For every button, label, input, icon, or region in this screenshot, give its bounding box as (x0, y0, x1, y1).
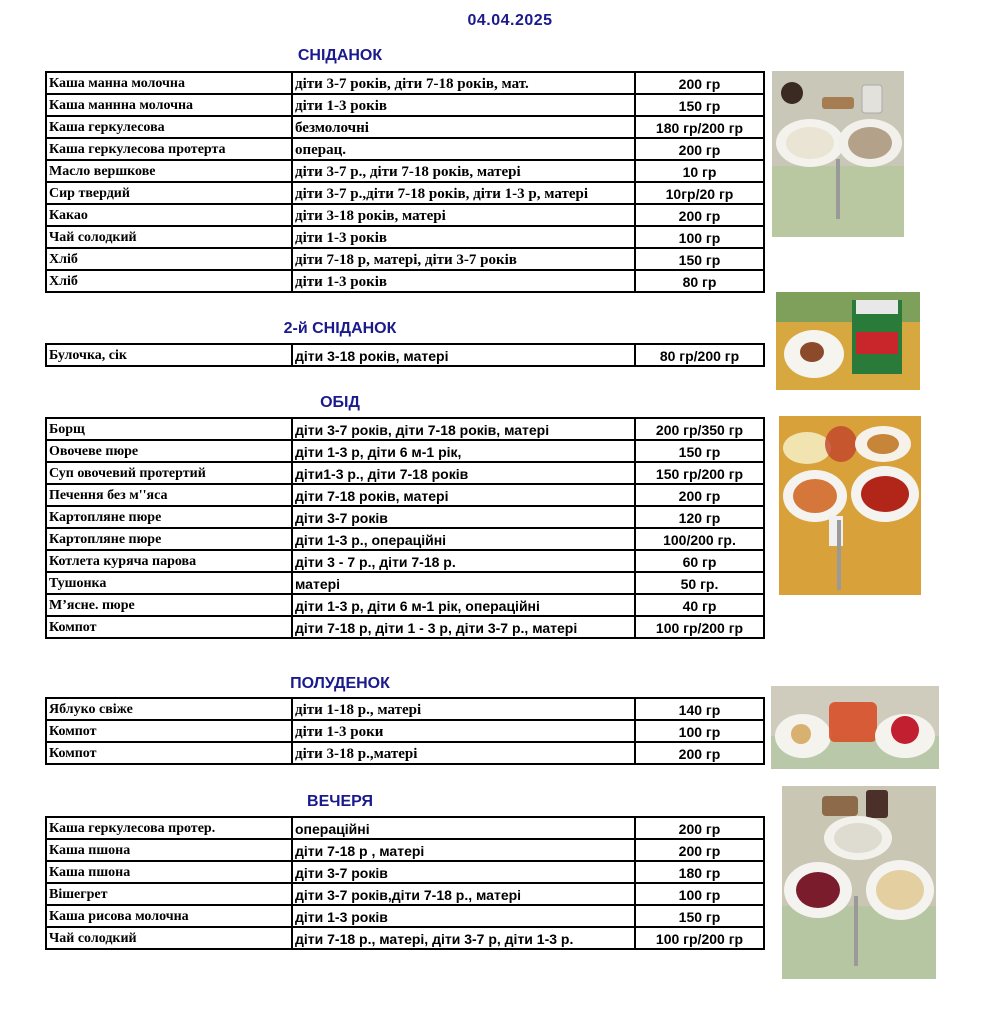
afternoon-snack-photo (771, 686, 939, 769)
recipient-cell: діти 3-7 років (292, 861, 635, 883)
table-row (46, 204, 764, 226)
recipient-cell: діти 1-3 р, діти 6 м-1 рік, операційні (292, 594, 635, 616)
portion-cell: 150 гр (635, 248, 764, 270)
portion-cell: 150 гр (635, 94, 764, 116)
recipient-cell: діти 3-7 років (292, 506, 635, 528)
dish-name-cell: Картопляне пюре (46, 506, 292, 528)
dish-name-cell: Какао (46, 204, 292, 226)
portion-cell: 100 гр/200 гр (635, 616, 764, 638)
recipient-cell: діти 3 - 7 р., діти 7-18 р. (292, 550, 635, 572)
portion-cell: 150 гр/200 гр (635, 462, 764, 484)
table-row (46, 616, 764, 638)
portion-cell: 200 гр (635, 72, 764, 94)
portion-cell: 120 гр (635, 506, 764, 528)
dish-name-cell: Каша геркулесова (46, 116, 292, 138)
table-row (46, 927, 764, 949)
section-title: 2-й СНІДАНОК (283, 320, 397, 337)
recipient-cell: матері (292, 572, 635, 594)
recipient-cell: діти 3-7 р.,діти 7-18 років, діти 1-3 р, матері (292, 182, 635, 204)
second-breakfast-photo (776, 292, 920, 390)
table-row (46, 698, 764, 720)
dish-name-cell: Тушонка (46, 572, 292, 594)
dish-name-cell: Компот (46, 616, 292, 638)
table-row (46, 528, 764, 550)
dish-name-cell: Каша пшона (46, 861, 292, 883)
dish-name-cell: Компот (46, 720, 292, 742)
portion-cell: 200 гр/350 гр (635, 418, 764, 440)
table-row (46, 248, 764, 270)
recipient-cell: діти 1-3 роки (292, 720, 635, 742)
table-row (46, 138, 764, 160)
recipient-cell: діти 1-3 років (292, 270, 635, 292)
dish-name-cell: Каша геркулесова протерта (46, 138, 292, 160)
dish-name-cell: Борщ (46, 418, 292, 440)
recipient-cell: діти 3-18 років, матері (292, 344, 635, 366)
portion-cell: 100 гр (635, 720, 764, 742)
recipient-cell: діти 7-18 р, матері, діти 3-7 років (292, 248, 635, 270)
dish-name-cell: Каша рисова молочна (46, 905, 292, 927)
table-row (46, 440, 764, 462)
table-row (46, 594, 764, 616)
dish-name-cell: Булочка, сік (46, 344, 292, 366)
portion-cell: 200 гр (635, 204, 764, 226)
menu-table (45, 816, 765, 950)
portion-cell: 100 гр (635, 883, 764, 905)
portion-cell: 80 гр (635, 270, 764, 292)
table-row (46, 116, 764, 138)
breakfast-photo (772, 71, 904, 237)
recipient-cell: діти 1-3 років (292, 226, 635, 248)
dish-name-cell: Каша маннна молочна (46, 94, 292, 116)
dish-name-cell: Масло вершкове (46, 160, 292, 182)
portion-cell: 40 гр (635, 594, 764, 616)
dish-name-cell: Овочеве пюре (46, 440, 292, 462)
table-row (46, 506, 764, 528)
menu-table (45, 343, 765, 367)
recipient-cell: діти 1-3 років (292, 905, 635, 927)
table-row (46, 418, 764, 440)
recipient-cell: діти 7-18 років, матері (292, 484, 635, 506)
portion-cell: 100/200 гр. (635, 528, 764, 550)
dish-name-cell: Компот (46, 742, 292, 764)
section-title: ОБІД (320, 394, 360, 411)
table-row (46, 94, 764, 116)
table-row (46, 160, 764, 182)
recipient-cell: діти 3-7 р., діти 7-18 років, матері (292, 160, 635, 182)
recipient-cell: діти 1-3 р., операційні (292, 528, 635, 550)
table-row (46, 905, 764, 927)
table-row (46, 72, 764, 94)
portion-cell: 150 гр (635, 440, 764, 462)
portion-cell: 200 гр (635, 484, 764, 506)
table-row (46, 572, 764, 594)
portion-cell: 200 гр (635, 817, 764, 839)
portion-cell: 140 гр (635, 698, 764, 720)
dish-name-cell: Яблуко свіже (46, 698, 292, 720)
portion-cell: 10гр/20 гр (635, 182, 764, 204)
recipient-cell: безмолочні (292, 116, 635, 138)
table-row (46, 270, 764, 292)
table-row (46, 550, 764, 572)
portion-cell: 60 гр (635, 550, 764, 572)
dinner-photo (782, 786, 936, 979)
dish-name-cell: Котлета куряча парова (46, 550, 292, 572)
table-row (46, 883, 764, 905)
table-row (46, 484, 764, 506)
table-row (46, 344, 764, 366)
table-row (46, 226, 764, 248)
lunch-photo (779, 416, 921, 595)
recipient-cell: діти 1-3 р, діти 6 м-1 рік, (292, 440, 635, 462)
dish-name-cell: Суп овочевий протертий (46, 462, 292, 484)
section-title: ПОЛУДЕНОК (290, 675, 390, 692)
portion-cell: 100 гр (635, 226, 764, 248)
dish-name-cell: М’ясне. пюре (46, 594, 292, 616)
portion-cell: 50 гр. (635, 572, 764, 594)
dish-name-cell: Каша геркулесова протер. (46, 817, 292, 839)
table-row (46, 720, 764, 742)
dish-name-cell: Каша пшона (46, 839, 292, 861)
recipient-cell: діти 7-18 р., матері, діти 3-7 р, діти 1-3 р. (292, 927, 635, 949)
recipient-cell: діти 1-3 років (292, 94, 635, 116)
portion-cell: 180 гр (635, 861, 764, 883)
table-row (46, 817, 764, 839)
portion-cell: 180 гр/200 гр (635, 116, 764, 138)
table-row (46, 462, 764, 484)
dish-name-cell: Вішегрет (46, 883, 292, 905)
dish-name-cell: Хліб (46, 270, 292, 292)
recipient-cell: діти 7-18 р , матері (292, 839, 635, 861)
section-title: ВЕЧЕРЯ (307, 793, 373, 810)
table-row (46, 182, 764, 204)
menu-table (45, 71, 765, 293)
menu-date: 04.04.2025 (467, 12, 553, 29)
portion-cell: 200 гр (635, 839, 764, 861)
recipient-cell: діти 7-18 р, діти 1 - 3 р, діти 3-7 р., матері (292, 616, 635, 638)
menu-table (45, 417, 765, 639)
portion-cell: 80 гр/200 гр (635, 344, 764, 366)
recipient-cell: діти 3-7 років, діти 7-18 років, матері (292, 418, 635, 440)
portion-cell: 150 гр (635, 905, 764, 927)
portion-cell: 200 гр (635, 742, 764, 764)
recipient-cell: діти1-3 р., діти 7-18 років (292, 462, 635, 484)
dish-name-cell: Каша манна молочна (46, 72, 292, 94)
portion-cell: 10 гр (635, 160, 764, 182)
recipient-cell: діти 1-18 р., матері (292, 698, 635, 720)
dish-name-cell: Чай солодкий (46, 226, 292, 248)
dish-name-cell: Сир твердий (46, 182, 292, 204)
menu-table (45, 697, 765, 765)
recipient-cell: операц. (292, 138, 635, 160)
table-row (46, 861, 764, 883)
dish-name-cell: Хліб (46, 248, 292, 270)
dish-name-cell: Картопляне пюре (46, 528, 292, 550)
dish-name-cell: Чай солодкий (46, 927, 292, 949)
recipient-cell: операційні (292, 817, 635, 839)
recipient-cell: діти 3-7 років,діти 7-18 р., матері (292, 883, 635, 905)
table-row (46, 742, 764, 764)
dish-name-cell: Печення без м''яса (46, 484, 292, 506)
portion-cell: 100 гр/200 гр (635, 927, 764, 949)
recipient-cell: діти 3-18 років, матері (292, 204, 635, 226)
portion-cell: 200 гр (635, 138, 764, 160)
section-title: СНІДАНОК (297, 47, 383, 64)
table-row (46, 839, 764, 861)
recipient-cell: діти 3-7 років, діти 7-18 років, мат. (292, 72, 635, 94)
recipient-cell: діти 3-18 р.,матері (292, 742, 635, 764)
